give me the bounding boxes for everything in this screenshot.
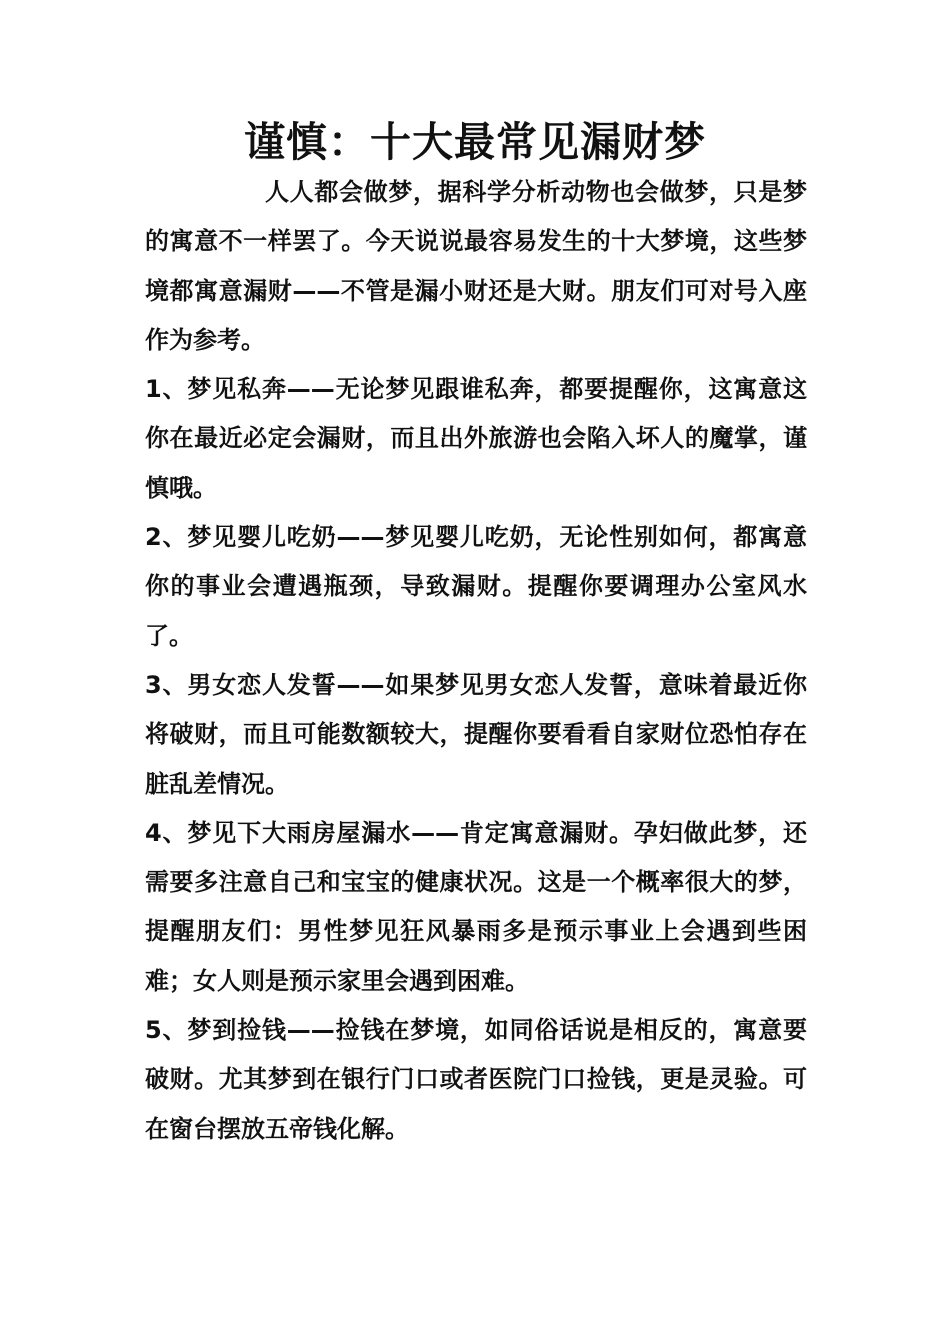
document-title: 谨慎：十大最常见漏财梦 — [244, 118, 706, 166]
list-item-5: 5、梦到捡钱——捡钱在梦境，如同俗话说是相反的，寓意要破财。尤其梦到在银行门口或者医院门口捡钱，更是灵验。可在窗台摆放五帝钱化解。 — [145, 1016, 807, 1143]
document-body — [145, 168, 807, 1154]
list-item-2: 2、梦见婴儿吃奶——梦见婴儿吃奶，无论性别如何，都寓意你的事业会遭遇瓶颈，导致漏财。提醒你要调理办公室风水了。 — [145, 523, 807, 650]
list-item-1: 1、梦见私奔——无论梦见跟谁私奔，都要提醒你，这寓意这你在最近必定会漏财，而且出外旅游也会陷入坏人的魔掌，谨慎哦。 — [145, 375, 807, 502]
list-item-3: 3、男女恋人发誓——如果梦见男女恋人发誓，意味着最近你将破财，而且可能数额较大，提醒你要看看自家财位恐怕存在脏乱差情况。 — [145, 670, 807, 798]
intro-paragraph: 人人都会做梦，据科学分析动物也会做梦，只是梦的寓意不一样罢了。今天说说最容易发生的十大梦境，这些梦境都寓意漏财——不管是漏小财还是大财。朋友们可对号入座作为参考。 — [145, 178, 807, 354]
list-item-4: 4、梦见下大雨房屋漏水——肯定寓意漏财。孕妇做此梦，还需要多注意自己和宝宝的健康状况。这是一个概率很大的梦，提醒朋友们：男性梦见狂风暴雨多是预示事业上会遇到些困难；女人则是预示家里会遇到困难。 — [145, 818, 807, 995]
